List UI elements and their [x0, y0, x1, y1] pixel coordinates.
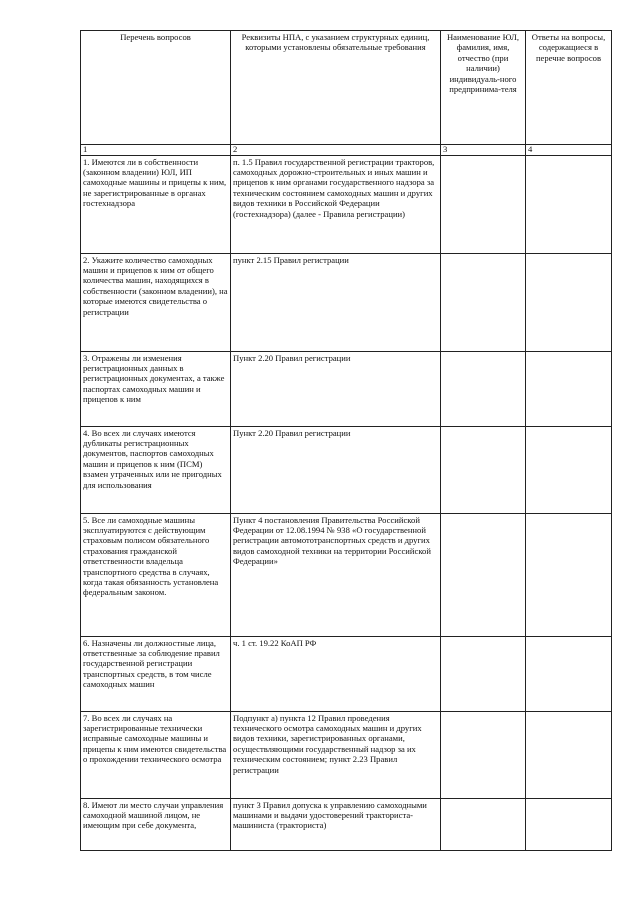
column-number: 3 — [441, 145, 526, 156]
reference-cell: Пункт 2.20 Правил регистрации — [231, 351, 441, 426]
table-row — [81, 798, 612, 850]
header-questions: Перечень вопросов — [81, 31, 231, 145]
question-cell: 4. Во всех ли случаях имеются дубликаты регистрационных документов, паспортов самоходных машин и прицепов к ним (ПСМ) взамен утраченных или не пригодных для использования — [81, 426, 231, 513]
reference-cell: п. 1.5 Правил государственной регистрации тракторов, самоходных дорожно-строительных и иных машин и прицепов к ним органами государственного надзора за техническим состоянием самоходных машин и других видов техники в Российской Федерации (гостехнадзора) (далее - Правила регистрации) — [231, 155, 441, 253]
entity-cell — [441, 155, 526, 253]
answer-cell — [526, 711, 612, 798]
entity-cell — [441, 711, 526, 798]
table-row — [81, 711, 612, 798]
answer-cell — [526, 426, 612, 513]
question-cell: 5. Все ли самоходные машины эксплуатируются с действующим страховым полисом обязательного страхования гражданской ответственности владельца транспортного средства в случаях, когда такая обязанность установлена федеральным законом. — [81, 513, 231, 636]
column-number: 4 — [526, 145, 612, 156]
entity-cell — [441, 798, 526, 850]
answer-cell — [526, 155, 612, 253]
reference-cell: пункт 2.15 Правил регистрации — [231, 253, 441, 351]
header-npa-requisites: Реквизиты НПА, с указанием структурных единиц, которыми установлены обязательные требования — [231, 31, 441, 145]
column-number: 2 — [231, 145, 441, 156]
question-cell: 2. Укажите количество самоходных машин и прицепов к ним от общего количества машин, находящихся в собственности (законном владении), на которые имеются свидетельства о регистрации — [81, 253, 231, 351]
entity-cell — [441, 351, 526, 426]
table-row — [81, 253, 612, 351]
question-cell: 8. Имеют ли место случаи управления самоходной машиной лицом, не имеющим при себе документа, — [81, 798, 231, 850]
table-row — [81, 636, 612, 711]
table-row — [81, 426, 612, 513]
answer-cell — [526, 253, 612, 351]
question-cell: 1. Имеются ли в собственности (законном владении) ЮЛ, ИП самоходные машины и прицепы к ним, не зарегистрированные в органах гостехнадзора — [81, 155, 231, 253]
checklist-table — [80, 30, 612, 851]
column-number-row — [81, 145, 612, 156]
column-number: 1 — [81, 145, 231, 156]
header-answers: Ответы на вопросы, содержащиеся в перечне вопросов — [526, 31, 612, 145]
header-entity-name: Наименование ЮЛ, фамилия, имя, отчество (при наличии) индивидуаль-ного предпринима-теля — [441, 31, 526, 145]
reference-cell: Пункт 2.20 Правил регистрации — [231, 426, 441, 513]
entity-cell — [441, 636, 526, 711]
table-header-row — [81, 31, 612, 145]
table-row — [81, 155, 612, 253]
question-cell: 3. Отражены ли изменения регистрационных данных в регистрационных документах, а также паспортах самоходных машин и прицепов к ним — [81, 351, 231, 426]
reference-cell: пункт 3 Правил допуска к управлению самоходными машинами и выдачи удостоверений тракториста-машиниста (тракториста) — [231, 798, 441, 850]
question-cell: 7. Во всех ли случаях на зарегистрированные технически исправные самоходные машины и прицепы к ним имеются свидетельства о прохождении технического осмотра — [81, 711, 231, 798]
entity-cell — [441, 426, 526, 513]
entity-cell — [441, 513, 526, 636]
answer-cell — [526, 636, 612, 711]
answer-cell — [526, 351, 612, 426]
table-row — [81, 513, 612, 636]
answer-cell — [526, 798, 612, 850]
entity-cell — [441, 253, 526, 351]
question-cell: 6. Назначены ли должностные лица, ответственные за соблюдение правил государственной регистрации транспортных средств, в том числе самоходных машин — [81, 636, 231, 711]
reference-cell: Подпункт а) пункта 12 Правил проведения технического осмотра самоходных машин и других видов техники, зарегистрированных органами, осуществляющими государственный надзор за их техническим состоянием; пункт 2.23 Правил регистрации — [231, 711, 441, 798]
table-row — [81, 351, 612, 426]
reference-cell: ч. 1 ст. 19.22 КоАП РФ — [231, 636, 441, 711]
reference-cell: Пункт 4 постановления Правительства Российской Федерации от 12.08.1994 № 938 «О государственной регистрации автомототранспортных средств и других видов самоходной техники на территории Российской Федерации» — [231, 513, 441, 636]
answer-cell — [526, 513, 612, 636]
